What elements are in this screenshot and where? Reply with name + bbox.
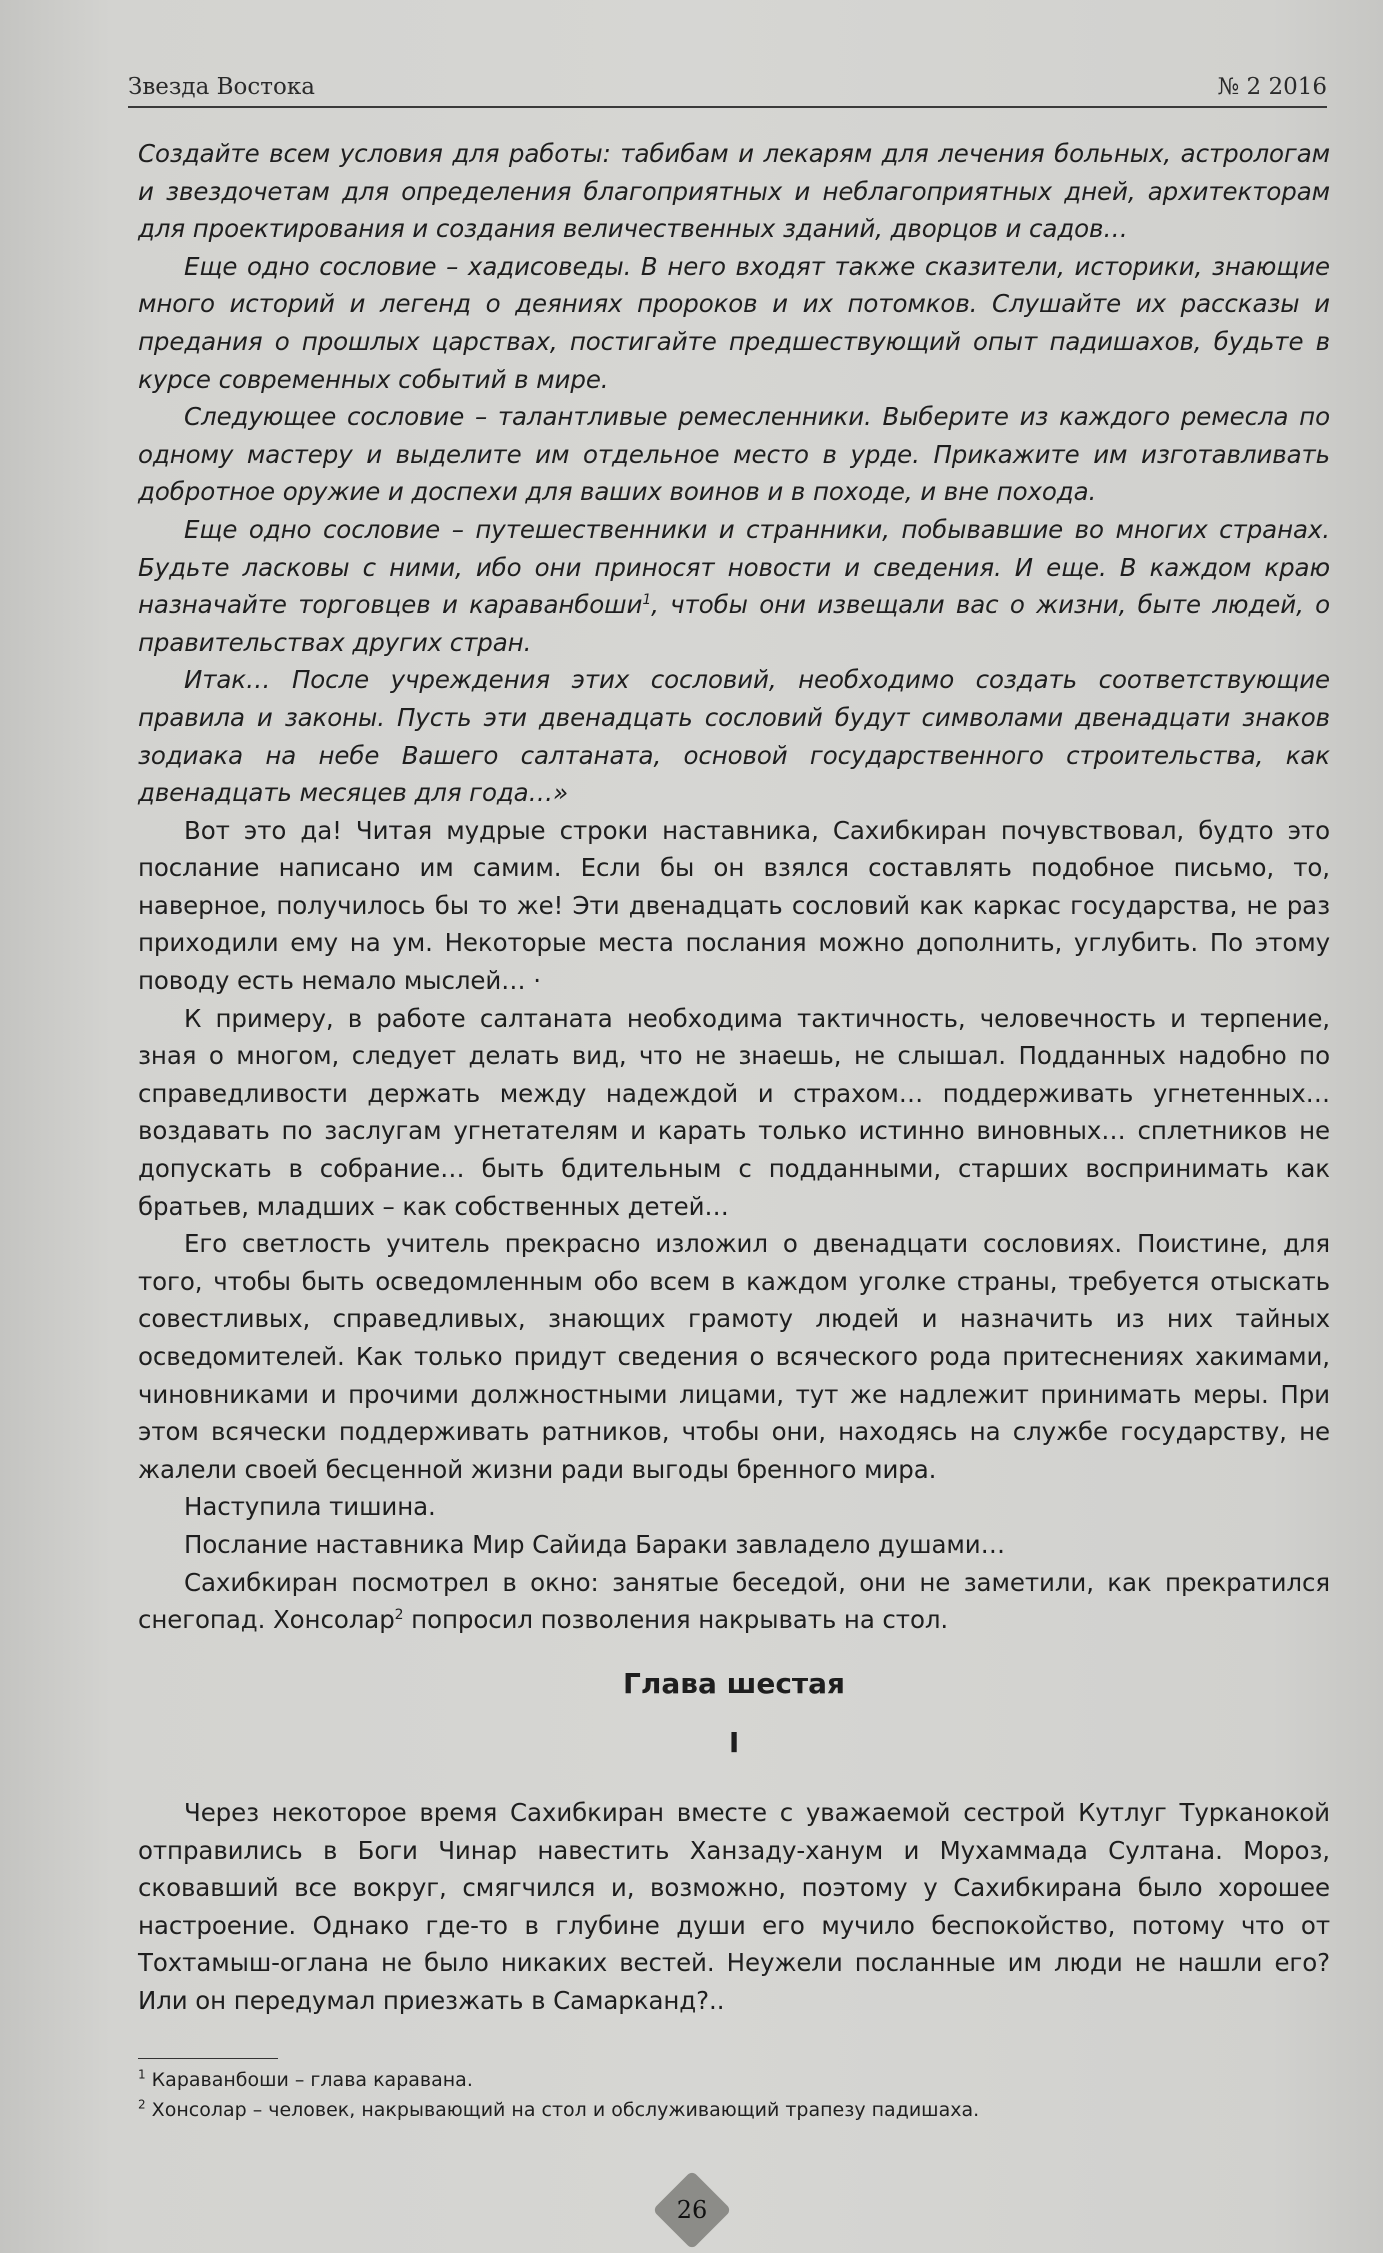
narrative xyxy=(138,812,1330,2020)
chapter-title: Глава шестая xyxy=(622,1666,846,1700)
paragraph: Через некоторое время Сахибкиран вместе с уважаемой сестрой Кутлуг Турканокой отправились в Боги Чинар навестить Ханзаду-ханум и Мухаммада Султана. Мороз, сковавший все вокруг, смягчился и, возможно, поэтому у Сахибкирана было хорошее настроение. Однако где-то в глубине души его мучило беспокойство, потому что от Тохтамыш-оглана не было никаких вестей. Неужели посланные им люди не нашли его? Или он передумал приезжать в Самарканд?.. xyxy=(138,1797,1330,2015)
footnote xyxy=(138,2095,1038,2125)
paragraph: Следующее сословие – талантливые ремесленники. Выберите из каждого ремесла по одному мастеру и выделите им отдельное место в урде. Прикажите им изготавливать добротное оружие и доспехи для ваших воинов и в походе, и вне похода. xyxy=(138,402,1330,507)
paragraph-text: Еще одно сословие – путешественники и странники, побывавшие во многих странах. Будьте ласковы с ними, ибо они приносят новости и сведения. И еще. В каждом краю назначайте торговцев и караванбоши xyxy=(138,514,1330,620)
paragraph: Его светлость учитель прекрасно изложил о двенадцати сословиях. Поистине, для того, чтобы быть осведомленным обо всем в каждом уголке страны, требуется отыскать совестливых, справедливых, знающих грамоту людей и назначить из них тайных осведомителей. Как только придут сведения о всяческого рода притеснениях хакимами, чиновниками и прочими должностными лицами, тут же надлежит принимать меры. При этом всячески поддерживать ратников, чтобы они, находясь на службе государству, не жалели своей бесценной жизни ради выгоды бренного мира. xyxy=(138,1229,1330,1484)
footnote-ref[interactable]: 1 xyxy=(642,591,652,608)
footnote-text: Караванбоши – глава каравана. xyxy=(145,2069,473,2091)
paragraph: Еще одно сословие – хадисоведы. В него входят также сказители, историки, знающие много историй и легенд о деяниях пророков и их потомков. Слушайте их рассказы и предания о прошлых царствах, постигайте предшествующий опыт падишахов, будьте в курсе современных событий в мире. xyxy=(138,251,1330,394)
footnotes xyxy=(138,2058,1038,2125)
paragraph: Итак… После учреждения этих сословий, необходимо создать соответствующие правила и законы. Пусть эти двенадцать сословий будут символами двенадцати знаков зодиака на небе Вашего салтаната, основой государственного строительства, как двенадцать месяцев для года…» xyxy=(138,665,1330,808)
footnote-divider xyxy=(138,2058,278,2059)
paragraph: Наступила тишина. xyxy=(184,1492,436,1522)
footnote-mark: 2 xyxy=(138,2097,146,2112)
page-number-badge xyxy=(664,2182,720,2238)
paragraph-text: попросил позволения накрывать на стол. xyxy=(403,1605,949,1635)
paragraph: Вот это да! Читая мудрые строки наставника, Сахибкиран почувствовал, будто это послание написано им самим. Если бы он взялся составлять подобное письмо, то, наверное, получилось бы то же! Эти двенадцать сословий как каркас государства, не раз приходили ему на ум. Некоторые места послания можно дополнить, углубить. По этому поводу есть немало мыслей… · xyxy=(138,815,1330,996)
section-number: I xyxy=(728,1726,740,1760)
main-text xyxy=(138,135,1330,2020)
paragraph xyxy=(138,511,1330,661)
paragraph: Послание наставника Мир Сайида Бараки завладело душами… xyxy=(184,1529,1006,1559)
paragraph-text: Сахибкиран посмотрел в окно: занятые беседой, они не заметили, как прекратился снегопад. Хонсолар xyxy=(138,1567,1330,1635)
page-number: 26 xyxy=(676,2196,708,2224)
paragraph-text: , чтобы они извещали вас о жизни, быте людей, о правительствах других стран. xyxy=(138,590,1331,657)
paragraph: К примеру, в работе салтаната необходима тактичность, человечность и терпение, зная о многом, следует делать вид, что не знаешь, не слышал. Подданных надобно по справедливости держать между надеждой и страхом… поддерживать угнетенных… воздавать по заслугам угнетателям и карать только истинно виновных… сплетников не допускать в собрание… быть бдительным с подданными, старших воспринимать как братьев, младших – как собственных детей… xyxy=(138,1003,1330,1221)
paragraph: Создайте всем условия для работы: табибам и лекарям для лечения больных, астрологам и звездочетам для определения благоприятных и неблагоприятных дней, архитекторам для проектирования и создания величественных зданий, дворцов и садов… xyxy=(138,139,1330,244)
letter-quote xyxy=(138,135,1330,812)
issue-number: № 2 2016 xyxy=(1217,74,1327,100)
footnote-text: Хонсолар – человек, накрывающий на стол и обслуживающий трапезу падишаха. xyxy=(145,2099,980,2121)
footnote xyxy=(138,2065,1038,2095)
footnote-ref[interactable]: 2 xyxy=(394,1607,404,1623)
footnote-mark: 1 xyxy=(138,2067,146,2082)
running-header xyxy=(128,66,1327,108)
journal-name: Звезда Востока xyxy=(128,74,315,100)
paragraph xyxy=(138,1564,1330,1639)
